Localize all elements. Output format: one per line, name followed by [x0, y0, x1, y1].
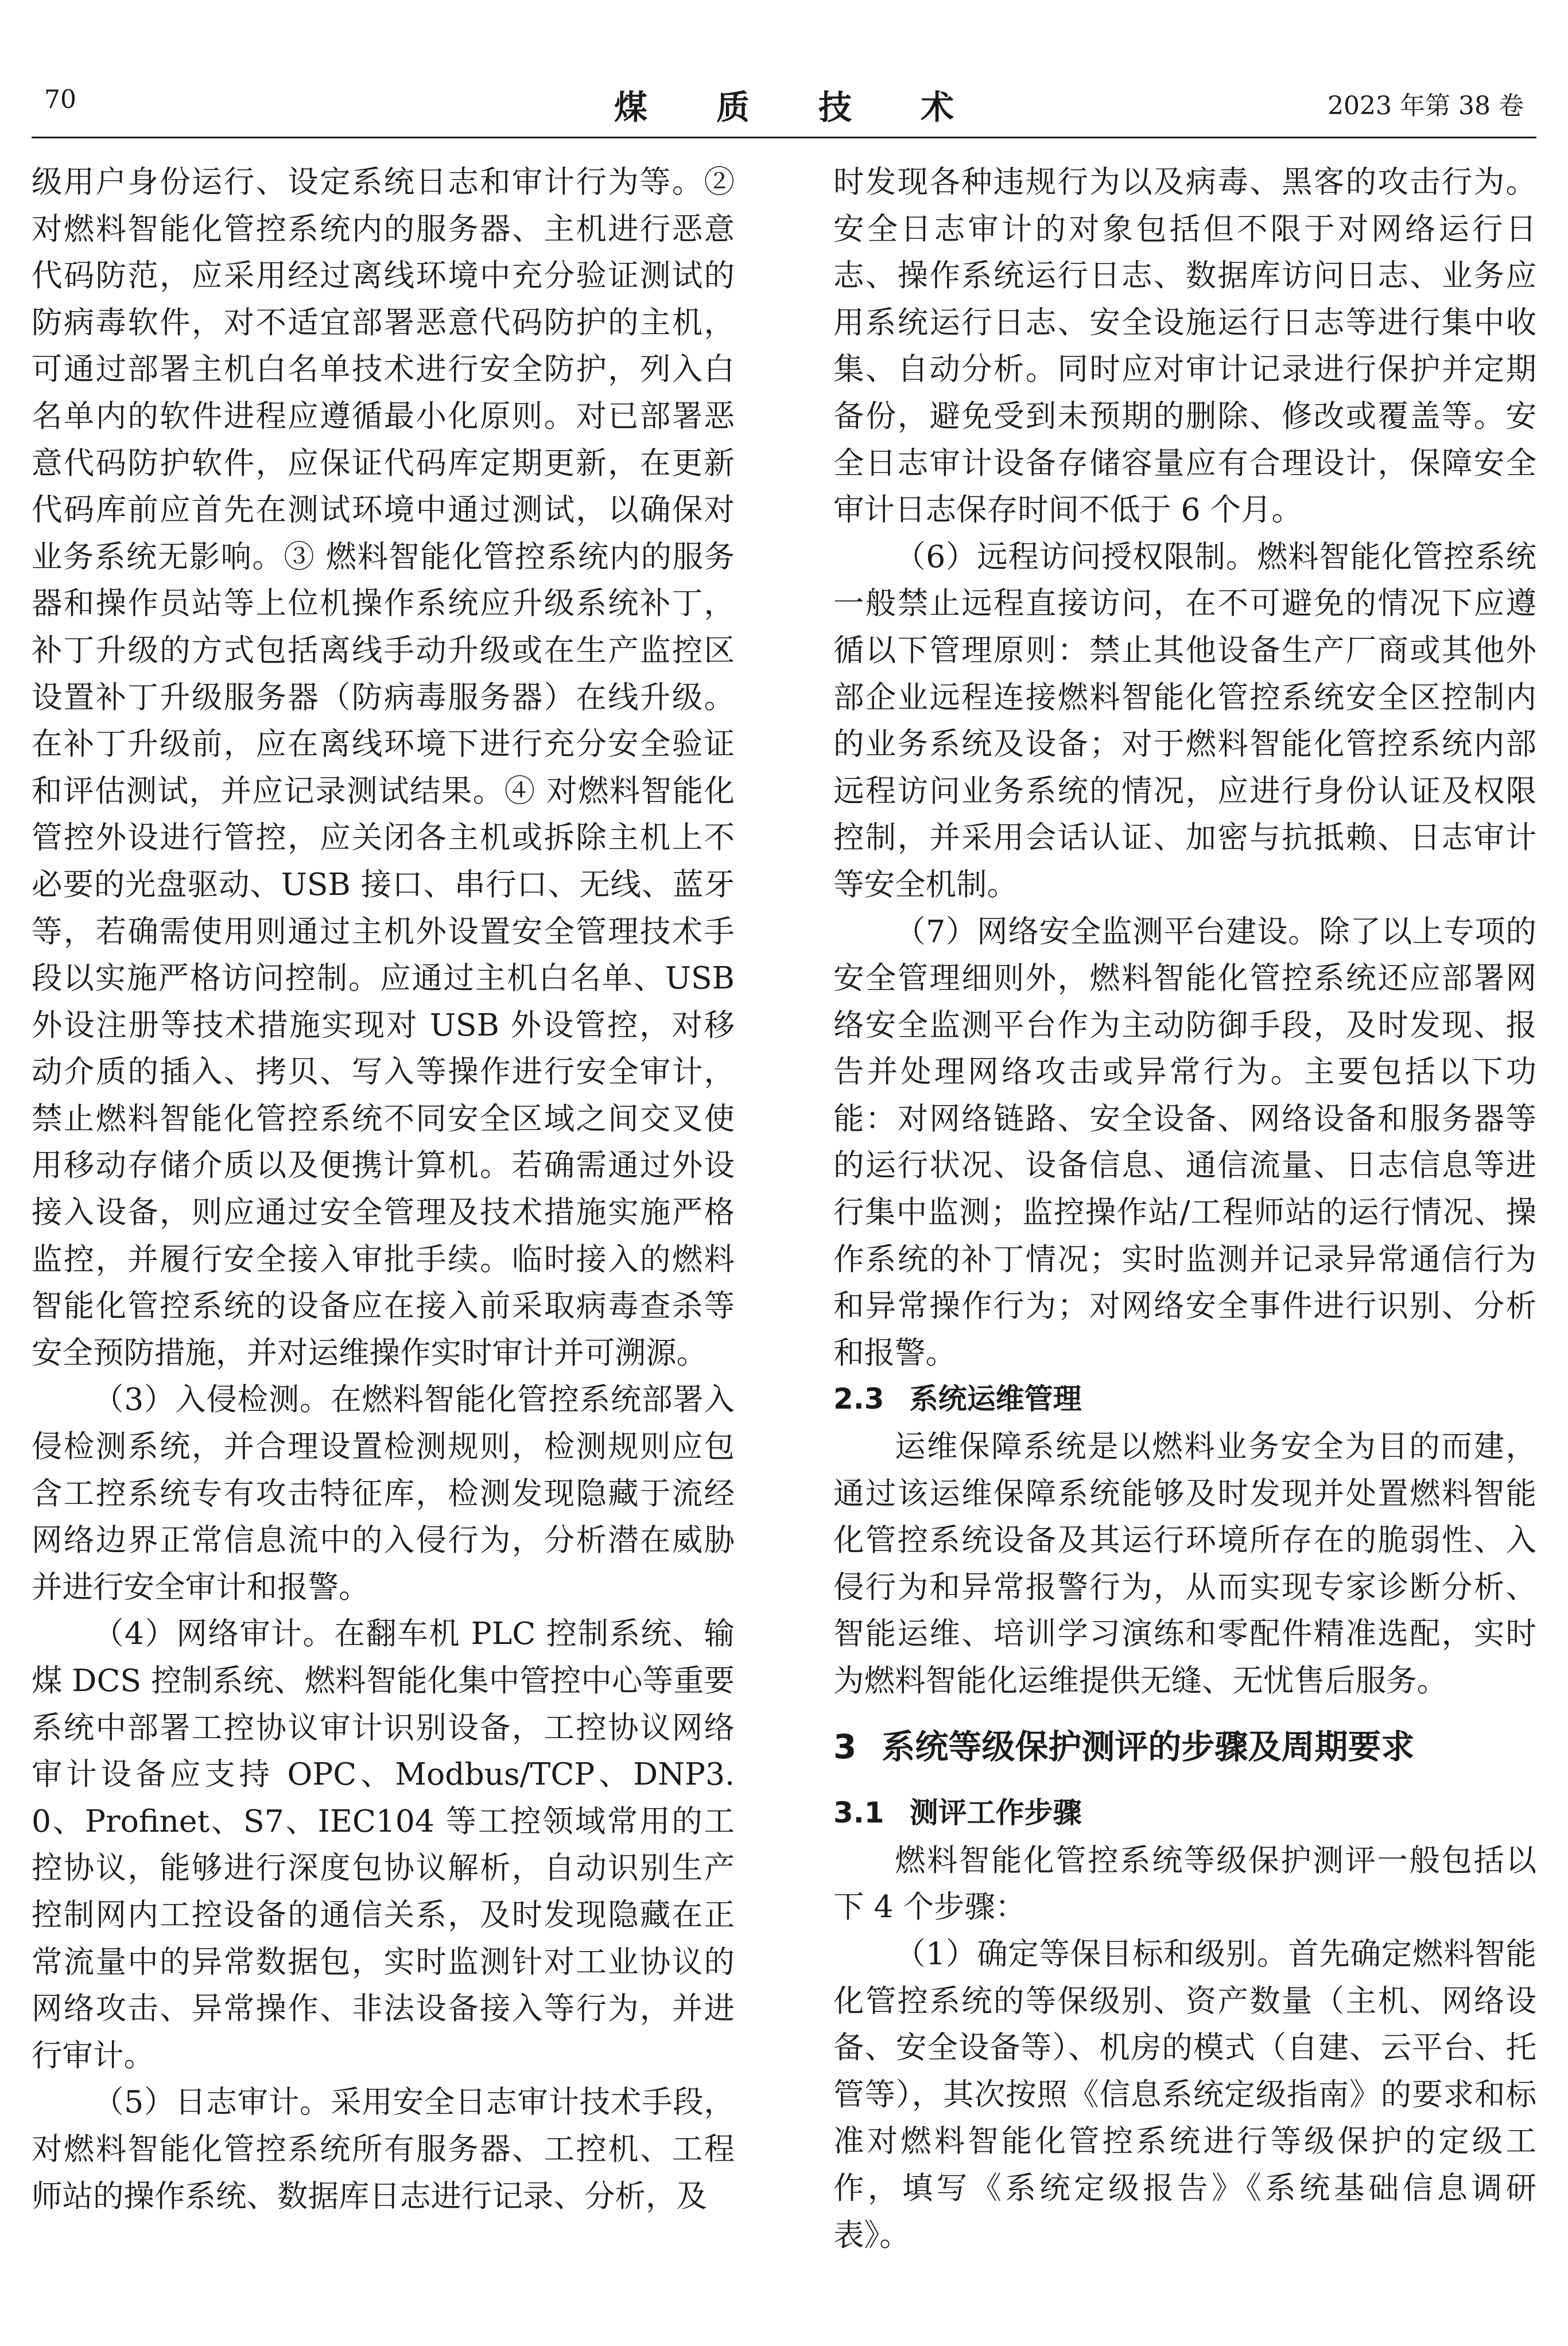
- subsection-heading-2-3: [833, 1376, 1536, 1423]
- paragraph-steps-intro: 燃料智能化管控系统等级保护测评一般包括以下 4 个步骤：: [833, 1841, 1536, 1925]
- paragraph-log-audit: （5）日志审计。采用安全日志审计技术手段，对燃料智能化管控系统所有服务器、工控机、工程师站的操作系统、数据库日志进行记录、分析，及: [32, 2084, 735, 2214]
- paragraph-monitoring-platform: （7）网络安全监测平台建设。除了以上专项的安全管理细则外，燃料智能化管控系统还应部署网络安全监测平台作为主动防御手段，及时发现、报告并处理网络攻击或异常行为。主要包括以下功能：对网络链路、安全设备、网络设备和服务器等的运行状况、设备信息、通信流量、日志信息等进行集中监测；监控操作站/工程师站的运行情况、操作系统的补丁情况；实时监测并记录异常通信行为和异常操作行为；对网络安全事件进行识别、分析和报警。: [833, 913, 1536, 1371]
- paragraph-log-audit-continued: 时发现各种违规行为以及病毒、黑客的攻击行为。安全日志审计的对象包括但不限于对网络运行日志、操作系统运行日志、数据库访问日志、业务应用系统运行日志、安全设施运行日志等进行集中收集、自动分析。同时应对审计记录进行保护并定期备份，避免受到未预期的删除、修改或覆盖等。安全日志审计设备存储容量应有合理设计，保障安全审计日志保存时间不低于 6 个月。: [833, 164, 1536, 528]
- page-number: 70: [44, 85, 76, 114]
- paragraph-continuation: 级用户身份运行、设定系统日志和审计行为等。② 对燃料智能化管控系统内的服务器、主机进行恶意代码防范，应采用经过离线环境中充分验证测试的防病毒软件，对不适宜部署恶意代码防护的主机，可通过部署主机白名单技术进行安全防护，列入白名单内的软件进程应遵循最小化原则。对已部署恶意代码防护软件，应保证代码库定期更新，在更新代码库前应首先在测试环境中通过测试，以确保对业务系统无影响。③ 燃料智能化管控系统内的服务器和操作员站等上位机操作系统应升级系统补丁，补丁升级的方式包括离线手动升级或在生产监控区设置补丁升级服务器（防病毒服务器）在线升级。在补丁升级前，应在离线环境下进行充分安全验证和评估测试，并应记录测试结果。④ 对燃料智能化管控外设进行管控，应关闭各主机或拆除主机上不必要的光盘驱动、USB 接口、串行口、无线、蓝牙等，若确需使用则通过主机外设置安全管理技术手段以实施严格访问控制。应通过主机白名单、USB 外设注册等技术措施实现对 USB 外设管控，对移动介质的插入、拷贝、写入等操作进行安全审计，禁止燃料智能化管控系统不同安全区域之间交叉使用移动存储介质以及便携计算机。若确需通过外设接入设备，则应通过安全管理及技术措施实施严格监控，并履行安全接入审批手续。临时接入的燃料智能化管控系统的设备应在接入前采取病毒查杀等安全预防措施，并对运维操作实时审计并可溯源。: [32, 164, 735, 1371]
- subsection-heading-3-1: [833, 1790, 1536, 1837]
- paragraph-intrusion-detection: （3）入侵检测。在燃料智能化管控系统部署入侵检测系统，并合理设置检测规则，检测规则应包含工控系统专有攻击特征库，检测发现隐藏于流经网络边界正常信息流中的入侵行为，分析潜在威胁并进行安全审计和报警。: [32, 1381, 735, 1605]
- paragraph-network-audit: （4）网络审计。在翻车机 PLC 控制系统、输煤 DCS 控制系统、燃料智能化集中管控中心等重要系统中部署工控协议审计识别设备，工控协议网络审计设备应支持 OPC、Modbus/TCP、DNP3.0、Profinet、S7、IEC104 等工控领域常用的工控协议，能够进行深度包协议解析，自动识别生产控制网内工控设备的通信关系，及时发现隐藏在正常流量中的异常数据包，实时监测针对工业协议的网络攻击、异常操作、非法设备接入等行为，并进行审计。: [32, 1615, 735, 2073]
- subsection-number: 2.3: [833, 1382, 884, 1416]
- paragraph-remote-access: （6）远程访问授权限制。燃料智能化管控系统一般禁止远程直接访问，在不可避免的情况下应遵循以下管理原则：禁止其他设备生产厂商或其他外部企业远程连接燃料智能化管控系统安全区控制内的业务系统及设备；对于燃料智能化管控系统内部远程访问业务系统的情况，应进行身份认证及权限控制，并采用会话认证、加密与抗抵赖、日志审计等安全机制。: [833, 538, 1536, 902]
- left-column: [32, 158, 735, 2219]
- subsection-title: 系统运维管理: [909, 1382, 1082, 1416]
- journal-title: 煤质技术: [614, 88, 1023, 127]
- journal-volume: 2023 年第 38 卷: [1328, 91, 1524, 121]
- section-title: 系统等级保护测评的步骤及周期要求: [882, 1727, 1415, 1766]
- header-rule: [32, 137, 1536, 138]
- paragraph-ops-management: 运维保障系统是以燃料业务安全为目的而建，通过该运维保障系统能够及时发现并处置燃料智能化管控系统设备及其运行环境所存在的脆弱性、入侵行为和异常报警行为，从而实现专家诊断分析、智能运维、培训学习演练和零配件精准选配，实时为燃料智能化运维提供无缝、无忧售后服务。: [833, 1428, 1536, 1699]
- right-column: [833, 158, 1536, 2258]
- section-heading-3: [833, 1724, 1536, 1771]
- paragraph-step-1: （1）确定等保目标和级别。首先确定燃料智能化管控系统的等保级别、资产数量（主机、网络设备、安全设备等）、机房的模式（自建、云平台、托管等），其次按照《信息系统定级指南》的要求和标准对燃料智能化管控系统进行等级保护的定级工作，填写《系统定级报告》《系统基础信息调研表》。: [833, 1935, 1536, 2253]
- subsection-number: 3.1: [833, 1796, 884, 1830]
- section-number: 3: [833, 1727, 857, 1766]
- subsection-title: 测评工作步骤: [909, 1796, 1082, 1830]
- page-header: [32, 80, 1536, 132]
